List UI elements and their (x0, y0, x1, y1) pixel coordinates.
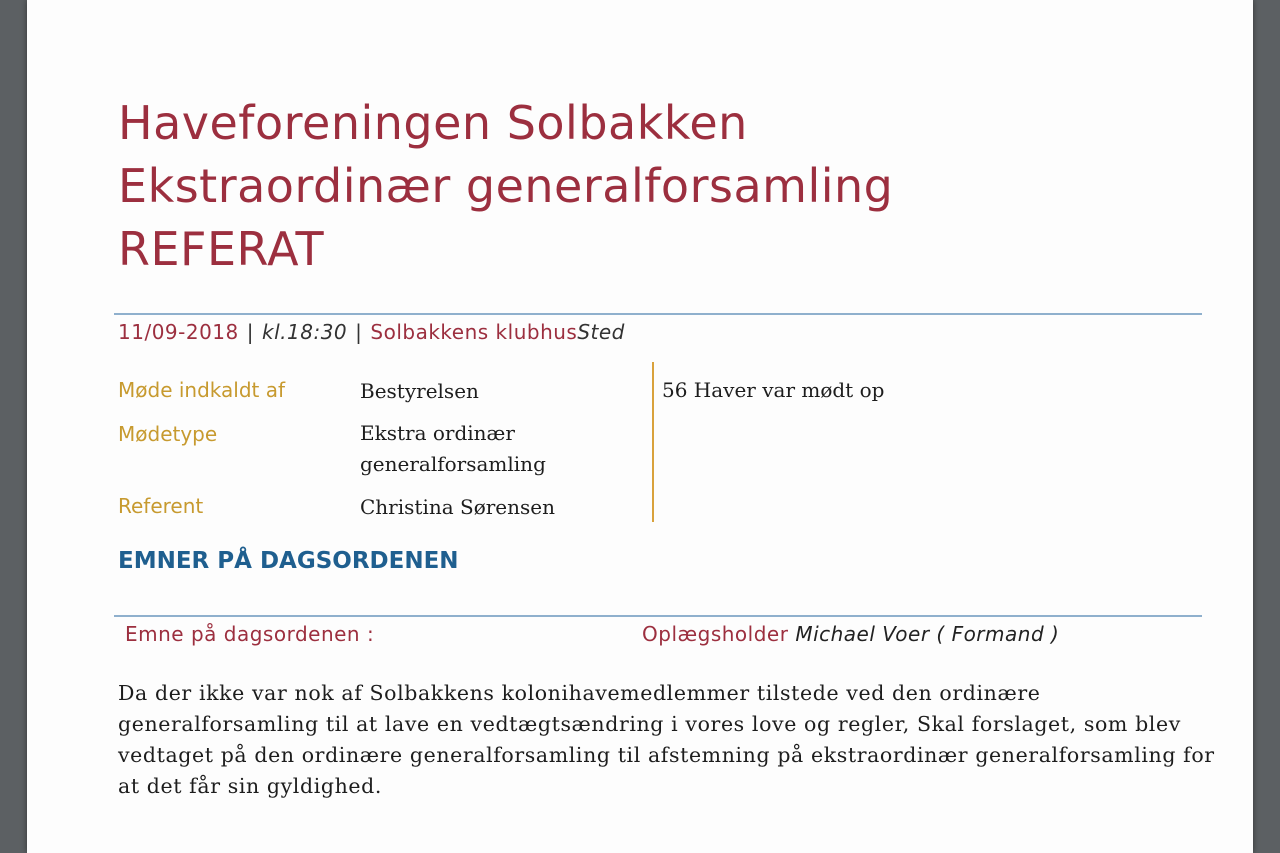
called-by-value: Bestyrelsen (360, 379, 479, 403)
meeting-time: kl.18:30 (262, 320, 348, 344)
presenter-name: Michael Voer ( Formand ) (795, 622, 1060, 646)
meeting-meta-row (118, 320, 625, 344)
meeting-type-value: Ekstra ordinær generalforsamling (360, 421, 546, 476)
agenda-divider (114, 615, 1202, 617)
topic-label: Emne på dagsordenen : (125, 622, 375, 646)
agenda-heading: EMNER PÅ DAGSORDENEN (118, 548, 459, 574)
called-by-label: Møde indkaldt af (118, 378, 286, 402)
title-meeting-type: Ekstraordinær generalforsamling (118, 159, 894, 213)
document-page (27, 0, 1253, 853)
referent-label: Referent (118, 494, 204, 518)
presenter-row (642, 622, 1059, 646)
attendees-note: 56 Haver var mødt op (662, 378, 885, 402)
presenter-label: Oplægsholder (642, 622, 789, 646)
meeting-date: 11/09-2018 (118, 320, 239, 344)
separator: | (355, 320, 363, 344)
title-association: Haveforeningen Solbakken (118, 96, 748, 150)
referent-value: Christina Sørensen (360, 495, 555, 519)
title-referat: REFERAT (118, 222, 325, 276)
location-placeholder: Sted (577, 320, 625, 344)
meeting-location: Solbakkens klubhus (370, 320, 578, 344)
vertical-divider (652, 362, 654, 522)
header-divider (114, 313, 1202, 315)
meeting-type-label: Mødetype (118, 422, 218, 446)
separator: | (246, 320, 255, 344)
agenda-body-text: Da der ikke var nok af Solbakkens kolonihavemedlemmer tilstede ved den ordinære generalforsamling til at lave en vedtægtsændring i vores love og regler, Skal forslaget, som blev vedtaget på den ordinære generalforsamling til afstemning på ekstraordinær generalforsamling for at det får sin gyldighed. (118, 681, 1215, 798)
